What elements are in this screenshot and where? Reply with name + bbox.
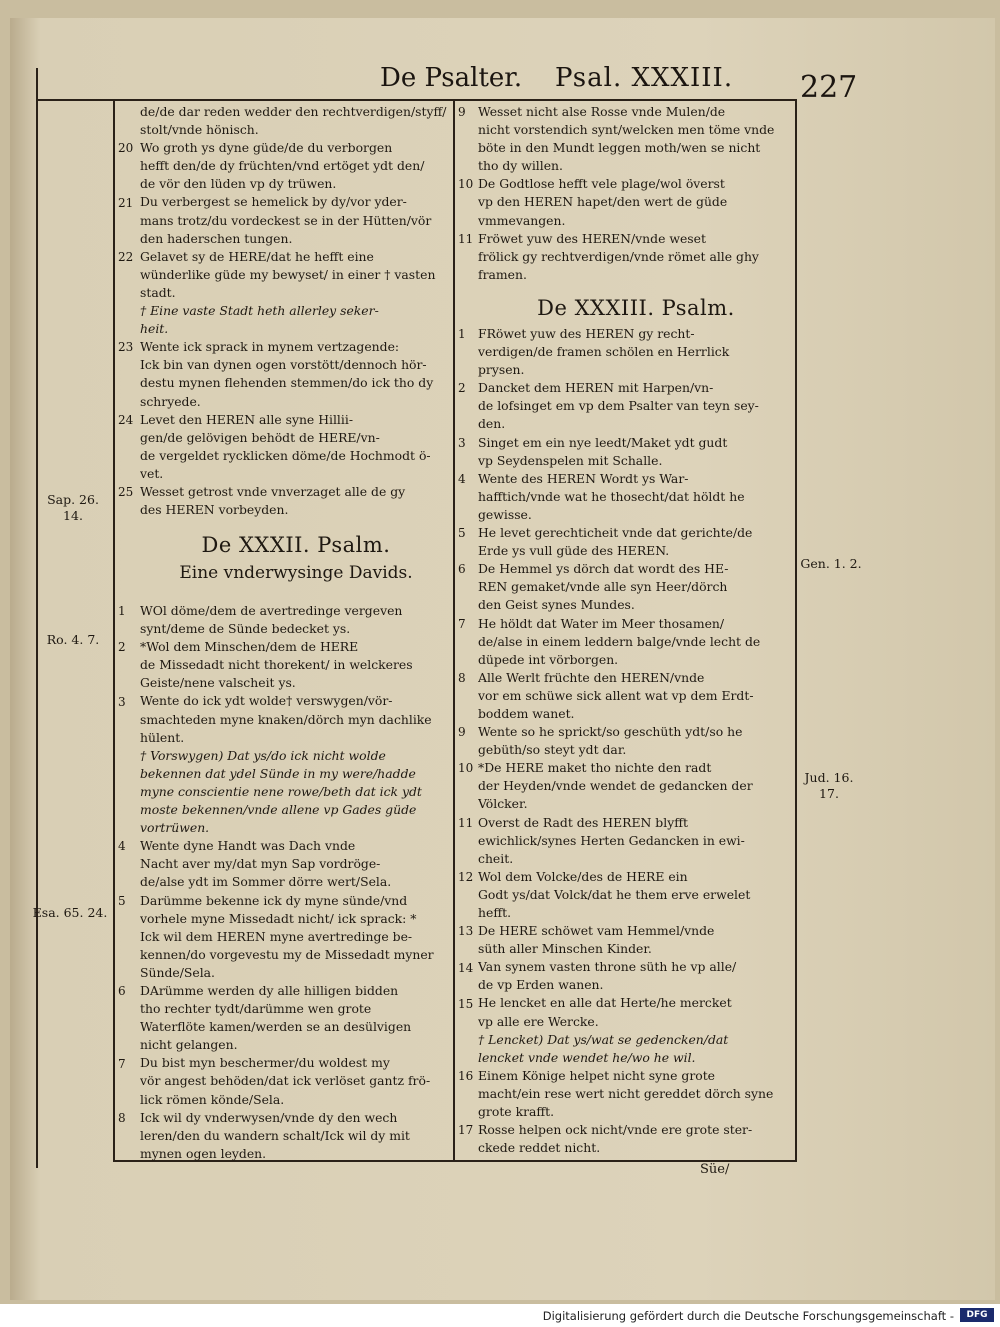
verse-number: 5 — [458, 526, 466, 541]
text-line: heit. — [140, 321, 169, 337]
verse-number: 2 — [458, 381, 466, 396]
text-line: stadt. — [140, 284, 176, 300]
text-line: boddem wanet. — [478, 705, 575, 721]
footer-bar — [0, 1304, 1000, 1327]
right-column-bottom — [478, 325, 794, 1157]
verse-number: 8 — [118, 1110, 126, 1125]
margin-note-jud: Jud. 16. 17. — [804, 770, 854, 801]
text-line: Rosse helpen ock nicht/vnde ere grote ster- — [478, 1122, 753, 1138]
text-line: verdigen/de framen schölen en Herrlick — [478, 344, 730, 360]
text-line: Wente ick sprack in mynem vertzagende: — [140, 339, 400, 355]
text-line: de vör den lüden vp dy trüwen. — [140, 176, 337, 192]
psalm32-subtitle: Eine vnderwysinge Davids. — [179, 563, 413, 583]
text-line: vp Seydenspelen mit Schalle. — [478, 452, 663, 468]
text-line: Singet em ein nye leedt/Maket ydt gudt — [478, 434, 728, 450]
margin-note-gen: Gen. 1. 2. — [800, 556, 862, 571]
verse-number: 6 — [458, 562, 466, 577]
text-line: de vp Erden wanen. — [478, 977, 604, 993]
text-line: stolt/vnde hönisch. — [140, 122, 259, 138]
text-line: Nacht aver my/dat myn Sap vordröge- — [140, 856, 381, 872]
verse-number: 11 — [458, 815, 474, 830]
verse-number: 1 — [118, 604, 126, 618]
text-line: Dancket dem HEREN mit Harpen/vn- — [478, 380, 714, 396]
text-line: Wesset nicht alse Rosse vnde Mulen/de — [478, 104, 726, 119]
text-line: hülent. — [140, 729, 185, 745]
text-line: destu mynen flehenden stemmen/do ick tho dy — [140, 375, 434, 391]
verse-number: 25 — [118, 485, 134, 500]
verse-number: 3 — [458, 435, 466, 450]
text-line: Wente so he sprickt/so geschüth ydt/so he — [478, 724, 743, 740]
verse-number: 7 — [458, 616, 466, 631]
psalm32-heading-block — [140, 530, 452, 586]
text-line: vor em schüwe sick allent wat vp dem Erdt- — [478, 687, 754, 703]
margin-note-sap: Sap. 26. 14. — [47, 492, 99, 523]
text-line: tho rechter tydt/darümme wen grote — [140, 1001, 372, 1017]
verse-number: 23 — [118, 340, 134, 355]
text-line: DArümme werden dy alle hilligen bidden — [140, 982, 399, 998]
frame-left-rule — [113, 100, 115, 1162]
verse-number: 22 — [118, 249, 134, 264]
text-line: REN gemaket/vnde alle syn Heer/dörch — [478, 579, 728, 595]
running-header — [115, 65, 795, 97]
psalm33-heading: De XXXIII. Psalm. — [537, 296, 735, 320]
text-line: vp alle ere Wercke. — [478, 1013, 599, 1029]
text-line: De HERE schöwet vam Hemmel/vnde — [478, 923, 715, 939]
text-line: Ick wil dem HEREN myne avertredinge be- — [140, 928, 413, 944]
text-line: bekennen dat ydel Sünde in my were/hadde — [140, 765, 416, 781]
verse-number: 9 — [458, 105, 466, 119]
text-line: † Lencket) Dat ys/wat se gedencken/dat — [478, 1031, 729, 1047]
verse-number: 3 — [118, 694, 126, 709]
text-line: Waterflöte kamen/werden se an desülvigen — [140, 1019, 412, 1035]
text-line: böte in den Mundt leggen moth/wen se nicht — [478, 140, 761, 156]
text-line: Overst de Radt des HEREN blyfft — [478, 814, 688, 830]
left-column-top — [140, 103, 452, 519]
text-line: lencket vnde wendet he/wo he wil. — [478, 1049, 696, 1065]
text-line: gewisse. — [478, 506, 532, 522]
text-line: smachteden myne knaken/dörch myn dachlike — [140, 711, 432, 727]
dfg-logo: DFG — [960, 1308, 994, 1322]
margin-note-rom: Ro. 4. 7. — [46, 632, 100, 647]
verse-number: 15 — [458, 996, 474, 1011]
text-line: gebüth/so steyt ydt dar. — [478, 742, 627, 758]
verse-number: 10 — [458, 177, 474, 192]
text-line: kennen/do vorgevestu my de Missedadt myner — [140, 946, 434, 962]
text-line: vortrüwen. — [140, 820, 210, 836]
column-divider — [453, 100, 455, 1162]
text-line: Sünde/Sela. — [140, 964, 215, 980]
text-line: Levet den HEREN alle syne Hillii- — [140, 411, 354, 427]
header-psalm: Psal. XXXIII. — [555, 63, 734, 93]
text-line: grote krafft. — [478, 1104, 555, 1120]
text-line: *De HERE maket tho nichte den radt — [478, 760, 712, 776]
text-line: schryede. — [140, 393, 201, 409]
text-line: Einem Könige helpet nicht syne grote — [478, 1067, 716, 1083]
text-line: vet. — [140, 465, 164, 481]
text-line: tho dy willen. — [478, 158, 563, 174]
text-line: Erde ys vull güde des HEREN. — [478, 543, 670, 559]
text-line: den haderschen tungen. — [140, 230, 293, 246]
text-line: vorhele myne Missedadt nicht/ ick sprack: * — [140, 910, 417, 926]
text-line: Wente do ick ydt wolde† verswygen/vör- — [140, 693, 393, 709]
verse-number: 24 — [118, 412, 134, 427]
text-line: De Hemmel ys dörch dat wordt des HE- — [478, 561, 729, 577]
text-line: der Heyden/vnde wendet de gedancken der — [478, 778, 753, 794]
text-line: Ick wil dy vnderwysen/vnde dy den wech — [140, 1109, 398, 1125]
verse-number: 10 — [458, 761, 474, 776]
text-line: den. — [478, 416, 506, 432]
text-line: Du verbergest se hemelick by dy/vor yder- — [140, 194, 407, 210]
verse-number: 4 — [458, 471, 466, 486]
text-line: mynen ogen leyden. — [140, 1145, 267, 1161]
text-line: vmmevangen. — [478, 212, 566, 228]
text-line: Godt ys/dat Volck/dat he them erve erwelet — [478, 886, 751, 902]
text-line: den Geist synes Mundes. — [478, 597, 635, 613]
verse-number: 5 — [118, 893, 126, 908]
text-line: de/de dar reden wedder den rechtverdigen/styff/ — [140, 104, 447, 119]
text-line: des HEREN vorbeyden. — [140, 502, 289, 518]
text-line: nicht vorstendich synt/welcken men töme vnde — [478, 122, 775, 138]
frame-right-rule — [795, 100, 797, 1162]
text-line: Völcker. — [478, 796, 528, 812]
text-line: leren/den du wandern schalt/Ick wil dy mit — [140, 1127, 410, 1143]
verse-number: 12 — [458, 870, 474, 884]
text-line: De Godtlose hefft vele plage/wol överst — [478, 176, 725, 192]
header-title: De Psalter. — [380, 63, 523, 93]
text-line: He höldt dat Water im Meer thosamen/ — [478, 615, 725, 631]
verse-number: 6 — [118, 984, 126, 999]
verse-number: 8 — [458, 670, 466, 685]
verse-number: 16 — [458, 1069, 474, 1084]
text-line: FRöwet yuw des HEREN gy recht- — [478, 326, 695, 341]
text-line: prysen. — [478, 362, 525, 378]
verse-number: 14 — [458, 960, 474, 975]
text-line: cheit. — [478, 850, 514, 866]
text-line: macht/ein rese wert nicht gereddet dörch syne — [478, 1085, 774, 1101]
catchword: Süe/ — [700, 1162, 730, 1177]
text-line: düpede int vörborgen. — [478, 651, 619, 667]
text-line: He lencket en alle dat Herte/he mercket — [478, 995, 732, 1011]
text-line: Fröwet yuw des HEREN/vnde weset — [478, 230, 706, 246]
text-line: gen/de gelövigen behödt de HERE/vn- — [140, 429, 380, 445]
text-line: hefft. — [478, 905, 512, 920]
text-line: vp den HEREN hapet/den wert de güde — [478, 194, 728, 210]
verse-number: 11 — [458, 231, 474, 246]
text-line: Wol dem Volcke/des de HERE ein — [478, 868, 688, 884]
text-line: Gelavet sy de HERE/dat he hefft eine — [140, 248, 374, 264]
text-line: wünderlike güde my bewyset/ in einer † vasten — [140, 266, 436, 282]
verse-number: 9 — [458, 725, 466, 740]
text-line: Geiste/nene valscheit ys. — [140, 675, 296, 691]
text-line: hafftich/vnde wat he thosecht/dat höldt he — [478, 488, 745, 504]
verse-number: 17 — [458, 1123, 474, 1138]
verse-number: 4 — [118, 839, 126, 854]
text-line: Du bist myn beschermer/du woldest my — [140, 1055, 390, 1071]
text-line: de/alse ydt im Sommer dörre wert/Sela. — [140, 874, 392, 890]
text-line: Wo groth ys dyne güde/de du verborgen — [140, 140, 393, 156]
verse-number: 21 — [118, 195, 134, 210]
text-line: frölick gy rechtverdigen/vnde römet alle ghy — [478, 248, 759, 264]
frame-top-rule — [36, 99, 797, 101]
text-line: He levet gerechticheit vnde dat gerichte/de — [478, 525, 753, 541]
verse-number: 13 — [458, 924, 474, 939]
text-line: synt/deme de Sünde bedecket ys. — [140, 621, 351, 637]
text-line: Wente dyne Handt was Dach vnde — [140, 838, 356, 854]
outer-left-rule — [36, 68, 38, 1168]
footer-text: Digitalisierung gefördert durch die Deutsche Forschungsgemeinschaft - — [542, 1309, 954, 1323]
verse-number: 1 — [458, 327, 466, 341]
page-number: 227 — [800, 70, 858, 105]
left-column-bottom — [140, 602, 452, 1163]
text-line: myne conscientie nene rowe/beth dat ick ydt — [140, 783, 422, 799]
text-line: ckede reddet nicht. — [478, 1140, 601, 1156]
psalm33-heading-block — [478, 293, 794, 323]
text-line: *Wol dem Minschen/dem de HERE — [140, 639, 359, 655]
text-line: vör angest behöden/dat ick verlöset gantz frö- — [140, 1073, 431, 1089]
psalm32-heading: De XXXII. Psalm. — [201, 533, 391, 557]
right-column-top — [478, 103, 794, 284]
text-line: WOl döme/dem de avertredinge vergeven — [140, 603, 403, 618]
text-line: Ick bin van dynen ogen vorstött/dennoch hör- — [140, 357, 427, 373]
text-line: ewichlick/synes Herten Gedancken in ewi- — [478, 832, 745, 848]
text-line: moste bekennen/vnde allene vp Gades güde — [140, 802, 417, 818]
text-line: de vergeldet rycklicken döme/de Hochmodt ö- — [140, 447, 431, 463]
text-line: hefft den/de dy früchten/vnd ertöget ydt den/ — [140, 158, 425, 174]
verse-number: 2 — [118, 640, 126, 655]
text-line: Wesset getrost vnde vnverzaget alle de gy — [140, 483, 406, 499]
text-line: lick römen könde/Sela. — [140, 1091, 285, 1107]
text-line: Alle Werlt früchte den HEREN/vnde — [478, 669, 705, 685]
verse-number: 20 — [118, 141, 134, 156]
text-line: de Missedadt nicht thorekent/ in welckeres — [140, 657, 413, 673]
text-line: Van synem vasten throne süth he vp alle/ — [478, 959, 737, 975]
text-line: de/alse in einem leddern balge/vnde lecht de — [478, 633, 761, 649]
text-line: mans trotz/du vordeckest se in der Hütten/vör — [140, 212, 432, 228]
text-line: Darümme bekenne ick dy myne sünde/vnd — [140, 892, 408, 908]
text-line: süth aller Minschen Kinder. — [478, 941, 652, 957]
margin-note-esa: Esa. 65. 24. — [32, 905, 108, 920]
text-line: nicht gelangen. — [140, 1037, 238, 1053]
text-line: de lofsinget em vp dem Psalter van teyn sey- — [478, 398, 759, 414]
verse-number: 7 — [118, 1056, 126, 1071]
text-line: Wente des HEREN Wordt ys War- — [478, 470, 689, 486]
text-line: † Vorswygen) Dat ys/do ick nicht wolde — [140, 747, 386, 763]
text-line: framen. — [478, 266, 527, 282]
text-line: † Eine vaste Stadt heth allerley seker- — [140, 303, 379, 319]
